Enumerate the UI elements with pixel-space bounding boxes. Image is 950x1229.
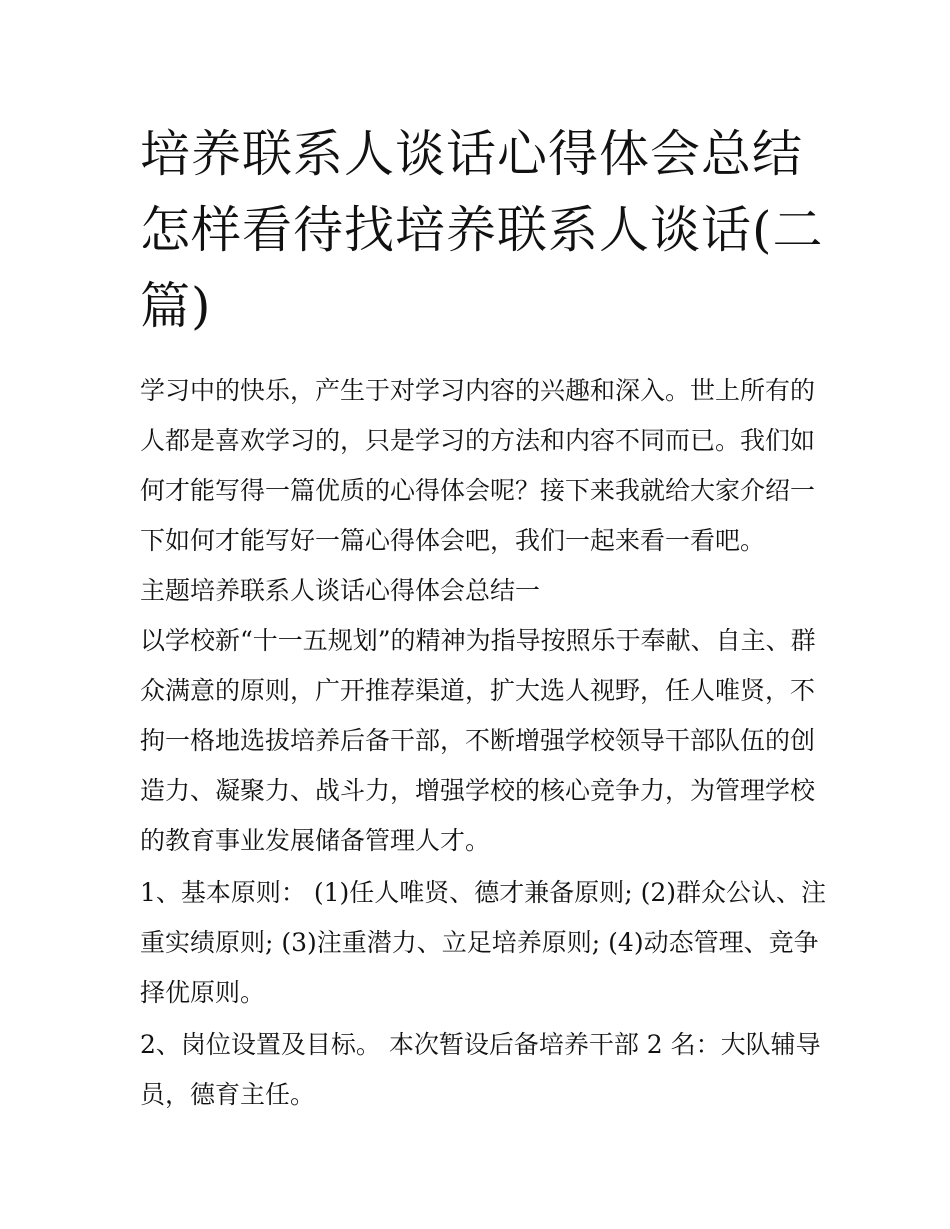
- title-line: 怎样看待找培养联系人谈话(二: [140, 201, 824, 259]
- text-line: 造力、凝聚力、战斗力，增强学校的核心竞争力，为管理学校: [140, 776, 816, 805]
- text-line: 何才能写得一篇优质的心得体会呢？接下来我就给大家介绍一: [140, 476, 816, 505]
- title-line: 篇): [140, 277, 212, 335]
- document-title: [140, 116, 824, 344]
- text-line: 重实绩原则; (3)注重潜力、立足培养原则; (4)动态管理、竞争: [140, 928, 819, 957]
- text-line: 1、基本原则： (1)任人唯贤、德才兼备原则; (2)群众公认、注: [140, 878, 827, 907]
- positions-paragraph: [140, 1020, 820, 1120]
- text-line: 主题培养联系人谈话心得体会总结一: [140, 576, 541, 605]
- text-line: 拘一格地选拔培养后备干部，不断增强学校领导干部队伍的创: [140, 726, 816, 755]
- text-line: 以学校新“十一五规划”的精神为指导按照乐于奉献、自主、群: [140, 626, 816, 655]
- text-line: 择优原则。: [140, 978, 266, 1007]
- text-line: 学习中的快乐，产生于对学习内容的兴趣和深入。世上所有的: [140, 376, 816, 405]
- title-line: 培养联系人谈话心得体会总结: [140, 125, 803, 183]
- text-line: 员，德育主任。: [140, 1080, 316, 1109]
- intro-paragraph: [140, 366, 820, 566]
- text-line: 的教育事业发展储备管理人才。: [140, 826, 491, 855]
- text-line: 下如何才能写好一篇心得体会吧，我们一起来看一看吧。: [140, 526, 766, 555]
- text-line: 人都是喜欢学习的，只是学习的方法和内容不同而已。我们如: [140, 426, 816, 455]
- guiding-paragraph: [140, 616, 820, 866]
- document-body: [140, 366, 827, 1120]
- text-line: 2、岗位设置及目标。 本次暂设后备培养干部 2 名：大队辅导: [140, 1030, 821, 1059]
- document-page: [140, 116, 827, 1120]
- principles-paragraph: [140, 868, 827, 1018]
- section-heading: [140, 566, 820, 616]
- text-line: 众满意的原则，广开推荐渠道，扩大选人视野，任人唯贤，不: [140, 676, 816, 705]
